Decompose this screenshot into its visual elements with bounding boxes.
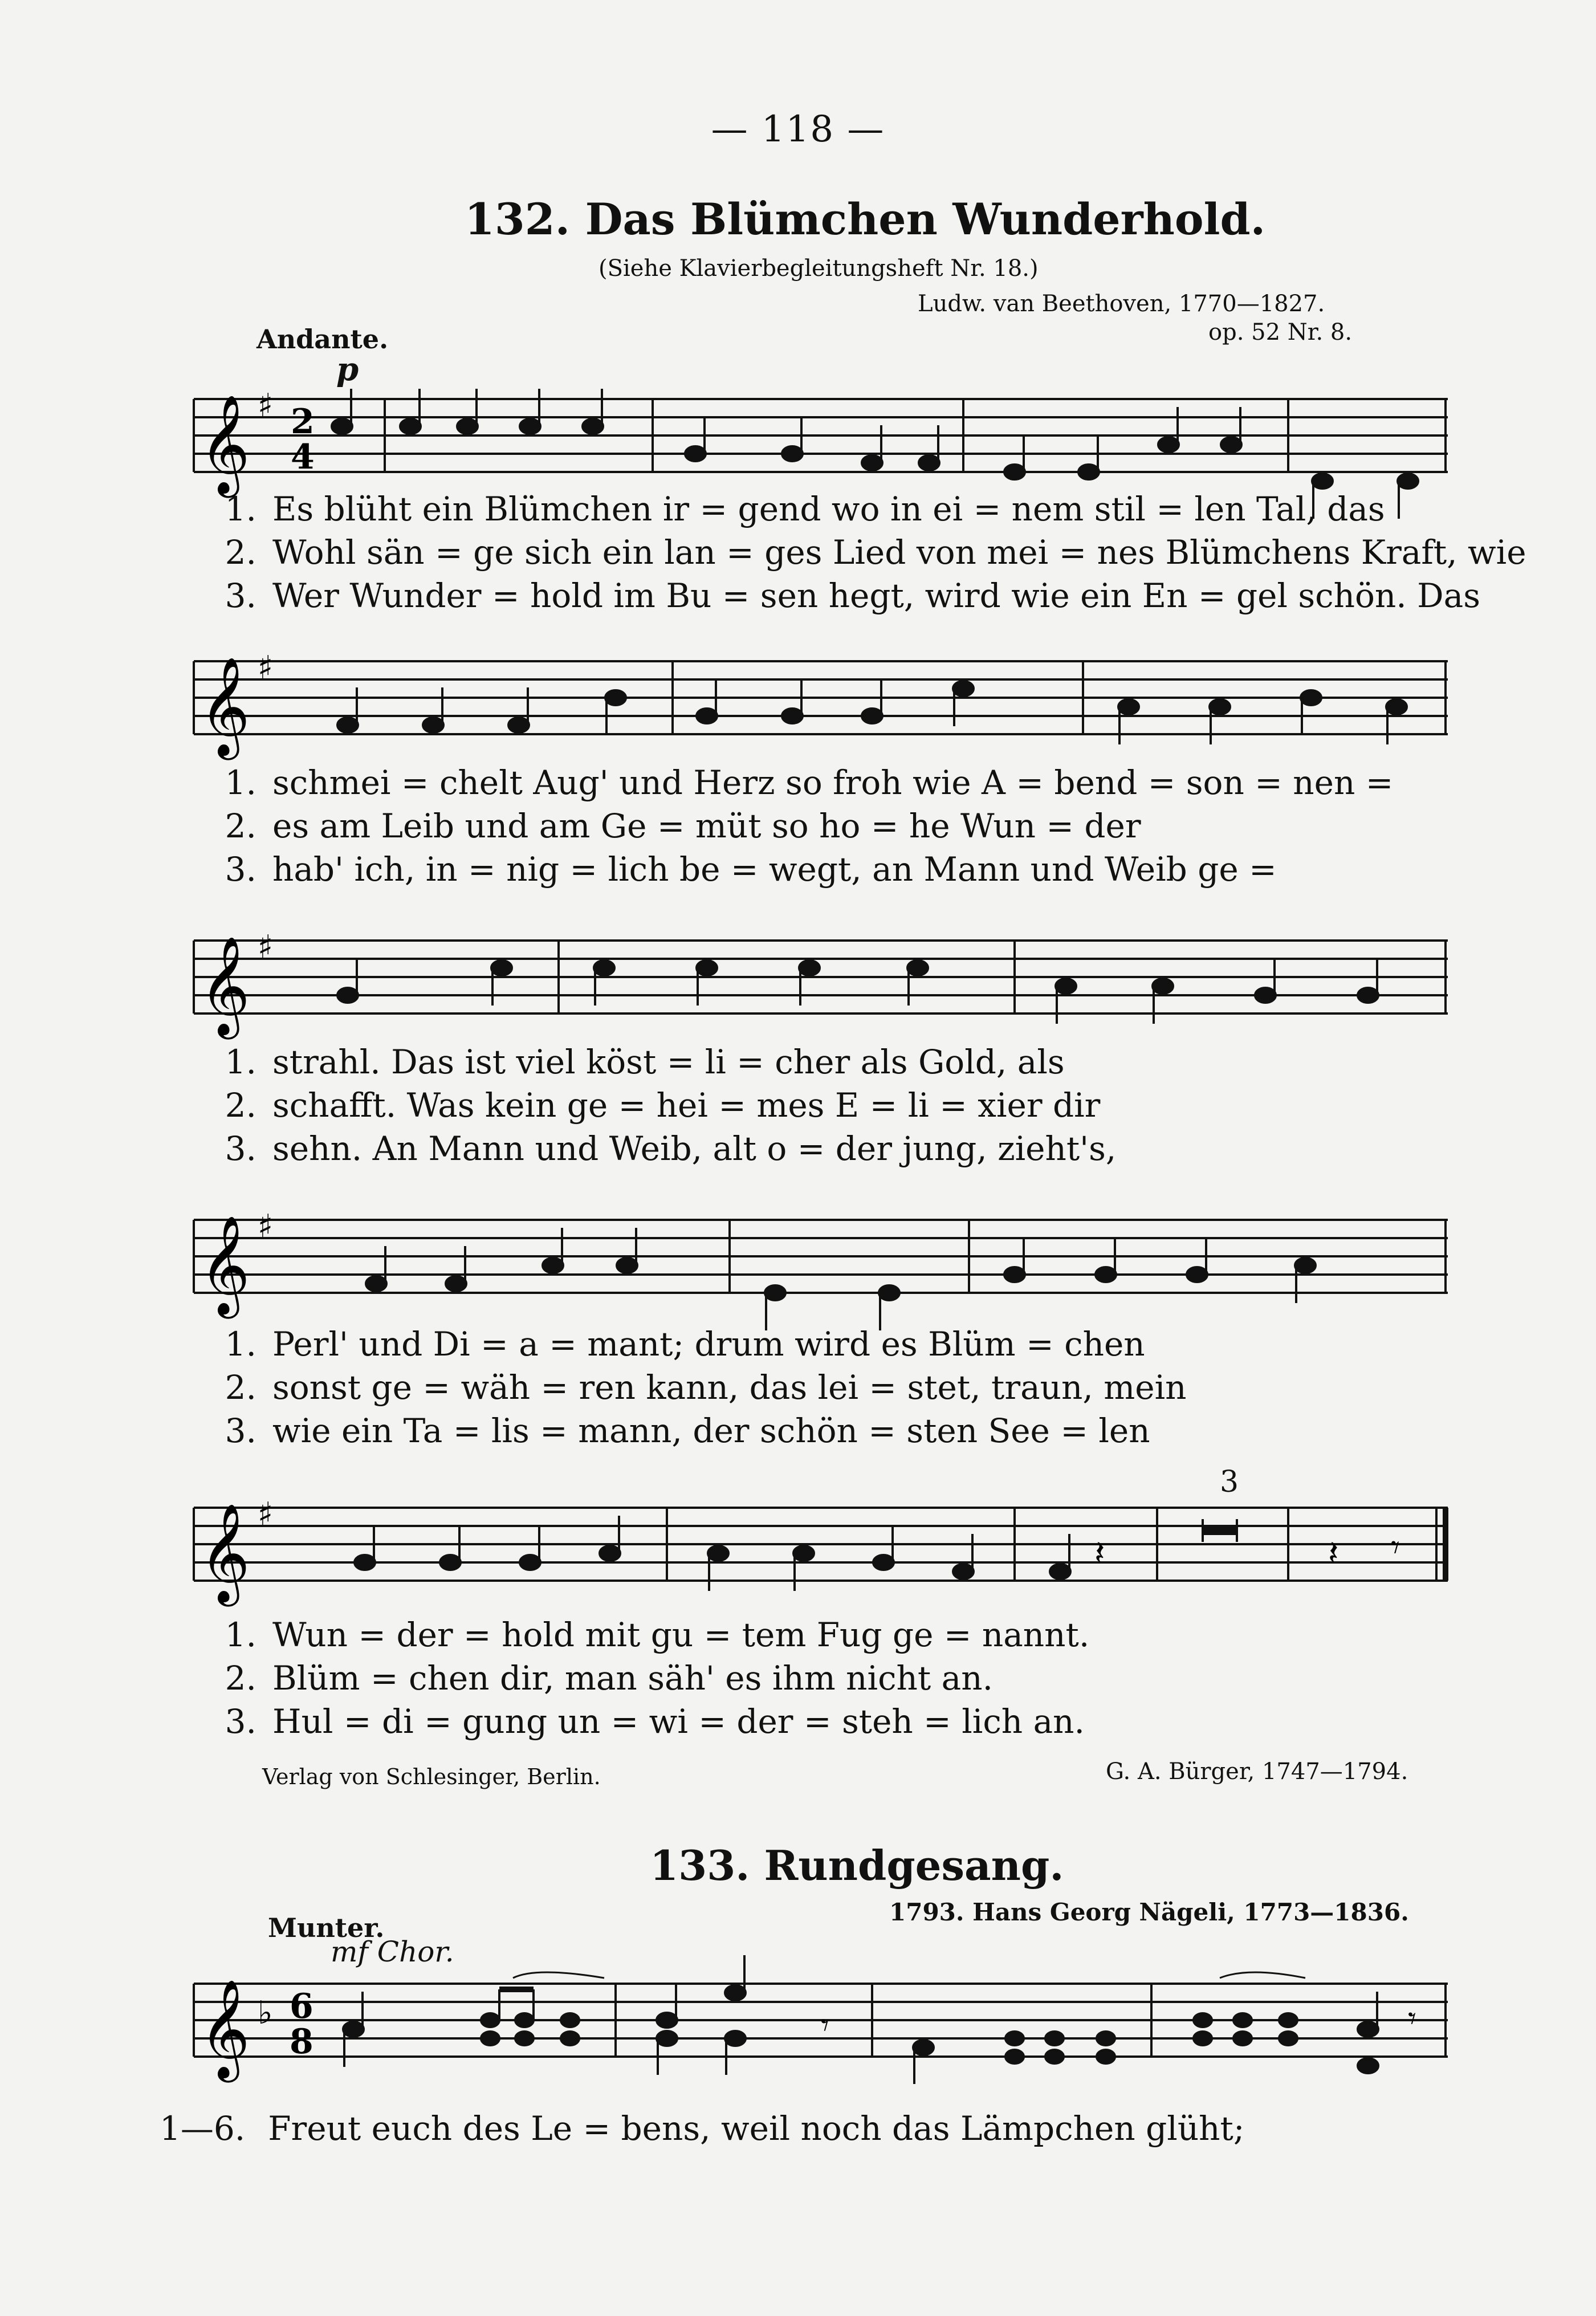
verse-line: 3. Wer Wunder = hold im Bu = sen hegt, wird wie ein En = gel schön. Das <box>225 576 1480 615</box>
svg-text:♯: ♯ <box>258 1496 274 1533</box>
svg-text:♯: ♯ <box>258 649 274 686</box>
svg-text:𝄽: 𝄽 <box>1094 1533 1105 1573</box>
time-signature-bottom: 8 <box>290 2022 314 2062</box>
composer: 1793. Hans Georg Nägeli, 1773—1836. <box>889 1898 1409 1926</box>
verse-block-1 <box>194 487 1526 617</box>
treble-clef-icon: 𝄞 <box>199 936 250 1035</box>
verse-line: 2. Blüm = chen dir, man säh' es ihm nicht an. <box>225 1659 994 1698</box>
song-title: Rundgesang. <box>764 1841 1064 1890</box>
publisher-credit: Verlag von Schlesinger, Berlin. <box>262 1764 601 1789</box>
verse-block-3 <box>194 1040 1116 1170</box>
verse-line: 1. schmei = chelt Aug' und Herz so froh wie A = bend = son = nen = <box>225 763 1394 802</box>
verse-line: 2. schafft. Was kein ge = hei = mes E = li = xier dir <box>225 1086 1101 1125</box>
opus: op. 52 Nr. 8. <box>1208 319 1353 345</box>
time-signature-top: 2 <box>291 402 315 442</box>
music-staff-4 <box>194 1208 1448 1322</box>
verse-line-133 <box>160 2109 1244 2148</box>
dynamic-marking: p <box>336 351 359 388</box>
music-staff-3 <box>194 929 1448 1043</box>
verse-line: 3. hab' ich, in = nig = lich be = wegt, an Mann und Weib ge = <box>225 850 1277 889</box>
svg-text:𝄾: 𝄾 <box>821 2007 829 2044</box>
song-number: 132. <box>465 194 571 245</box>
treble-clef-icon: 𝄞 <box>199 1979 250 2078</box>
song-133-heading <box>650 1841 1064 1890</box>
verse-line: 1. Es blüht ein Blümchen ir = gend wo in ei = nem stil = len Tal, das <box>225 490 1385 528</box>
tempo-marking: Munter. <box>268 1912 385 1943</box>
verse-line: 1. strahl. Das ist viel köst = li = cher als Gold, als <box>225 1043 1065 1081</box>
svg-text:𝄽: 𝄽 <box>1328 1533 1339 1573</box>
svg-text:♭: ♭ <box>258 1995 273 2032</box>
song-title: Das Blümchen Wunderhold. <box>585 194 1266 245</box>
svg-text:𝄾: 𝄾 <box>1408 2000 1416 2037</box>
composer: Ludw. van Beethoven, 1770—1827. <box>918 291 1325 317</box>
verse-line: 3. Hul = di = gung un = wi = der = steh = lich an. <box>225 1702 1085 1741</box>
verse-block-5 <box>194 1613 1089 1743</box>
song-132-heading <box>465 194 1265 245</box>
tempo-marking: Andante. <box>256 324 389 355</box>
treble-clef-icon: 𝄞 <box>199 1215 250 1314</box>
treble-clef-icon: 𝄞 <box>199 657 250 756</box>
poet-credit: G. A. Bürger, 1747—1794. <box>1106 1759 1408 1785</box>
music-staff-2 <box>194 650 1448 764</box>
song-number: 133. <box>650 1841 750 1890</box>
music-staff-1 <box>194 388 1448 502</box>
verse-line: 2. Wohl sän = ge sich ein lan = ges Lied von mei = nes Blümchens Kraft, wie <box>225 533 1526 572</box>
music-staff-5 <box>194 1496 1448 1610</box>
verse-line: 1. Perl' und Di = a = mant; drum wird es Blüm = chen <box>225 1325 1145 1363</box>
treble-clef-icon: 𝄞 <box>199 394 250 494</box>
music-staff-6 <box>194 1972 1448 2086</box>
svg-text:𝄾: 𝄾 <box>1391 1528 1400 1568</box>
verse-block-2 <box>194 761 1393 891</box>
verse-line: 2. es am Leib und am Ge = müt so ho = he Wun = der <box>225 807 1141 845</box>
verse-line: 2. sonst ge = wäh = ren kann, das lei = stet, traun, mein <box>225 1368 1187 1407</box>
svg-text:♯: ♯ <box>258 929 274 966</box>
verse-line: 1. Wun = der = hold mit gu = tem Fug ge = nannt. <box>225 1615 1090 1654</box>
accompaniment-note: (Siehe Klavierbegleitungsheft Nr. 18.) <box>598 255 1039 282</box>
rest-count: 3 <box>1220 1465 1239 1499</box>
verse-number: 1—6. <box>160 2109 246 2148</box>
verse-line: 3. wie ein Ta = lis = mann, der schön = sten See = len <box>225 1411 1150 1450</box>
verse-line: 3. sehn. An Mann und Weib, alt o = der jung, zieht's, <box>225 1129 1117 1168</box>
svg-text:♯: ♯ <box>258 1208 274 1245</box>
verse-text: Freut euch des Le = bens, weil noch das Lämpchen glüht; <box>268 2109 1245 2148</box>
time-signature-top: 6 <box>290 1987 314 2026</box>
treble-clef-icon: 𝄞 <box>199 1503 250 1602</box>
verse-block-4 <box>194 1322 1186 1452</box>
time-signature-bottom: 4 <box>291 437 315 477</box>
page-number: — 118 — <box>711 108 885 150</box>
svg-text:♯: ♯ <box>258 387 274 424</box>
dynamic-marking: mf Chor. <box>331 1935 454 1968</box>
